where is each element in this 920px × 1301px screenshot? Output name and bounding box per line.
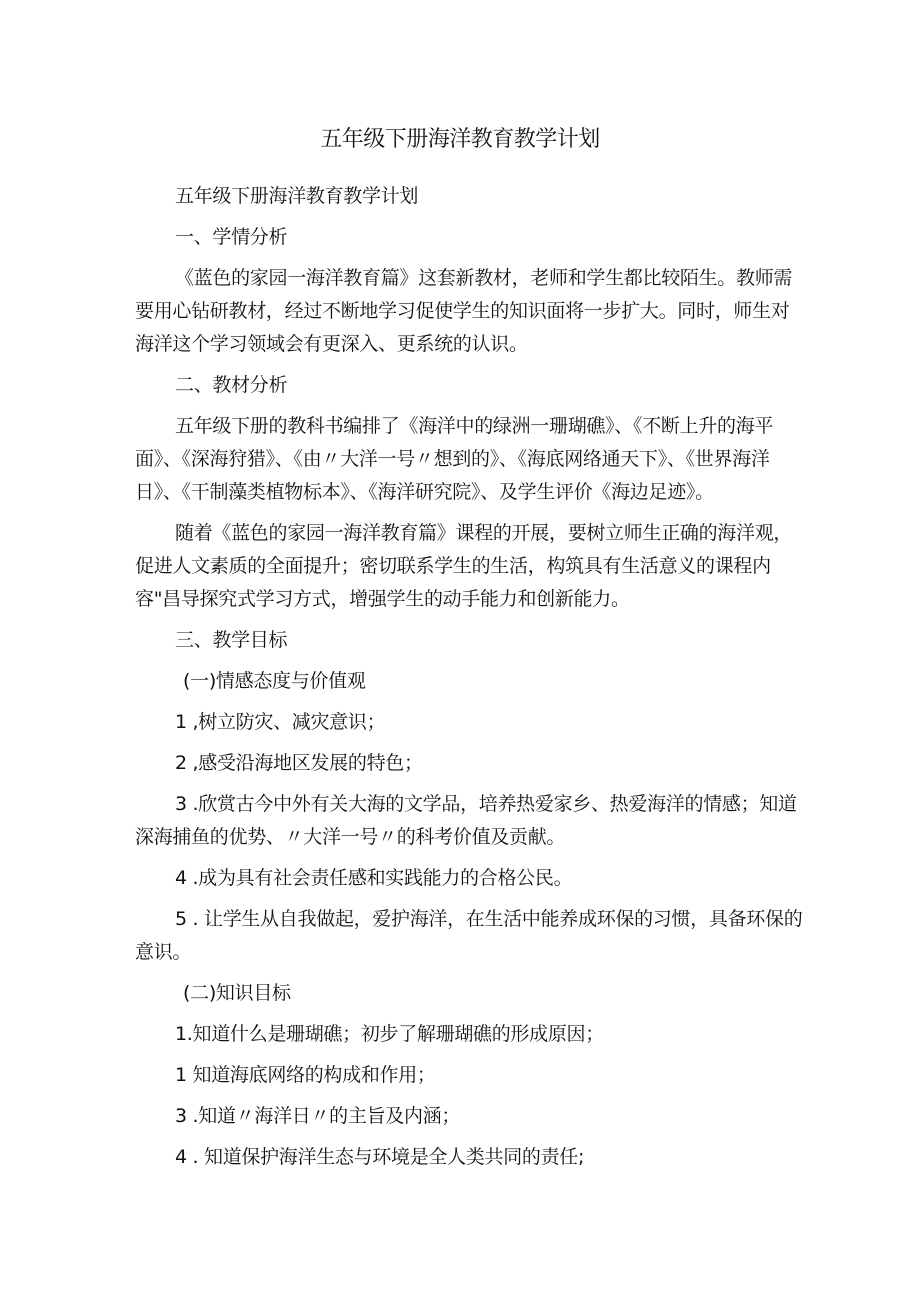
list-item: 1 知道海底网络的构成和作用；	[175, 1064, 436, 1086]
body-paragraph: 随着《蓝色的家园一海洋教育篇》课程的开展，要树立师生正确的海洋观，促进人文素质的全面提升；密切联系学生的生活，构筑具有生活意义的课程内容"昌导探究式学习方式，增强学生的动手能力和创新能力。	[135, 522, 793, 610]
subtitle-paragraph: 五年级下册海洋教育教学计划	[175, 185, 419, 207]
list-item: 1 ,树立防灾、减灾意识；	[175, 711, 386, 733]
section-heading-material-analysis: 二、教材分析	[175, 374, 288, 396]
body-paragraph: 五年级下册的教科书编排了《海洋中的绿洲一珊瑚礁》、《不断上升的海平面》、《深海狩猎》、《由〃大洋一号〃想到的》、《海底网络通天下》、《世界海洋日》、《干制藻类植物标本》、《海洋研究院》、及学生评价《海边足迹》。	[135, 415, 774, 503]
section-heading-student-analysis: 一、学情分析	[175, 226, 288, 248]
list-item: 2 ,感受沿海地区发展的特色；	[175, 752, 423, 774]
subsection-heading-knowledge-goals: (二)知识目标	[183, 982, 291, 1004]
list-item: 3 .知道〃海洋日〃的主旨及内涵；	[175, 1105, 461, 1127]
list-item: 1.知道什么是珊瑚礁；初步了解珊瑚礁的形成原因；	[175, 1023, 604, 1045]
body-paragraph: 《蓝色的家园一海洋教育篇》这套新教材，老师和学生都比较陌生。教师需要用心钻研教材，经过不断地学习促使学生的知识面将一步扩大。同时，师生对海洋这个学习领域会有更深入、更系统的认识。	[135, 267, 793, 355]
document-title: 五年级下册海洋教育教学计划	[320, 127, 600, 152]
section-heading-teaching-goals: 三、教学目标	[175, 629, 288, 651]
list-item: 4 .成为具有社会责任感和实践能力的合格公民。	[175, 867, 573, 889]
subsection-heading-emotion-values: (一)情感态度与价值观	[183, 670, 366, 692]
list-item: 5 . 让学生从自我做起，爱护海洋，在生活中能养成环保的习惯，具备环保的意识。	[135, 908, 803, 963]
document-body	[135, 180, 803, 1182]
list-item: 3 .欣赏古今中外有关大海的文学品，培养热爱家乡、热爱海洋的情感；知道深海捕鱼的优势、〃大洋一号〃的科考价值及贡献。	[135, 793, 797, 848]
list-item: 4 . 知道保护海洋生态与环境是全人类共同的责任;	[175, 1146, 585, 1168]
